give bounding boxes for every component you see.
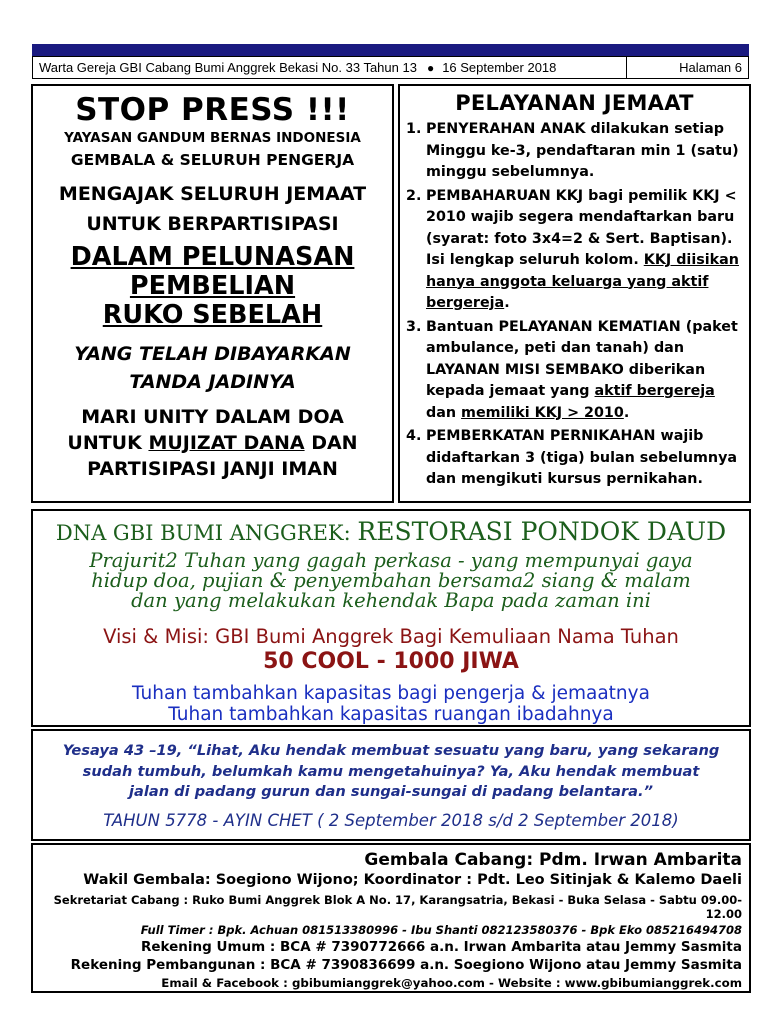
- item-text-underlined-2: memiliki KKJ > 2010: [461, 404, 624, 421]
- verse-line-2: sudah tumbuh, belumkah kamu mengetahuinya? Ya, Aku hendak membuat: [82, 762, 700, 780]
- paid-line-1: YANG TELAH DIBAYARKAN: [74, 343, 351, 365]
- scripture-verse: [33, 741, 749, 803]
- list-item: [406, 186, 741, 315]
- item-text: PENYERAHAN ANAK dilakukan setiap Minggu ke-3, pendaftaran min 1 (satu) minggu sebelumnya.: [426, 121, 739, 180]
- page-number: Halaman 6: [626, 57, 748, 78]
- verse-line-3: jalan di padang gurun dan sungai-sungai di padang belantara.”: [129, 783, 653, 800]
- item-number: 2.: [406, 187, 422, 204]
- fulltimer-contacts: Full Timer : Bpk. Achuan 081513380996 - Ibu Shanti 082123580376 - Bpk Eko 085216494708: [140, 923, 742, 937]
- vision-target: 50 COOL - 1000 JIWA: [263, 649, 519, 674]
- item-text-a: Bantuan PELAYANAN KEMATIAN (paket ambulance, peti dan tanah) dan LAYANAN MISI SEMBAKO diberikan kepada jemaat yang: [426, 318, 738, 399]
- newsletter-title: Warta Gereja GBI Cabang Bumi Anggrek Bekasi No. 33 Tahun 13: [39, 60, 417, 75]
- dna-theme: RESTORASI PONDOK DAUD: [357, 517, 727, 546]
- branch-pastor: Gembala Cabang: Pdm. Irwan Ambarita: [364, 850, 742, 870]
- vision-mission: Visi & Misi: GBI Bumi Anggrek Bagi Kemuliaan Nama Tuhan: [103, 625, 679, 648]
- stop-press-title: STOP PRESS !!!: [75, 92, 350, 128]
- header-separator: ●: [426, 60, 435, 75]
- pelayanan-list: [400, 115, 749, 491]
- list-item: [406, 317, 741, 425]
- item-text: PEMBERKATAN PERNIKAHAN wajib didaftarkan 3 (tiga) bulan sebelumnya dan mengikuti kursus pernikahan.: [426, 428, 738, 487]
- prayer-line-2: Tuhan tambahkan kapasitas ruangan ibadahnya: [168, 704, 614, 725]
- closing-2c: DAN: [304, 432, 358, 454]
- dna-heading: [33, 517, 749, 546]
- paid-line-2: TANDA JADINYA: [129, 371, 296, 393]
- item-text-mid: dan: [426, 404, 462, 421]
- closing-line-2: [33, 430, 392, 456]
- list-item: [406, 119, 741, 184]
- list-item: [406, 426, 741, 491]
- general-account: Rekening Umum : BCA # 7390772666 a.n. Irwan Ambarita atau Jemmy Sasmita: [140, 939, 742, 955]
- header-title-area: [33, 60, 626, 75]
- item-text-b: .: [504, 295, 510, 311]
- contact-info: Email & Facebook : gbibumianggrek@yahoo.com - Website : www.gbibumianggrek.com: [161, 976, 742, 990]
- prayer-line-1: Tuhan tambahkan kapasitas bagi pengerja & jemaatnya: [132, 683, 650, 704]
- purpose-line-2: PEMBELIAN: [129, 271, 296, 301]
- stop-press-org: YAYASAN GANDUM BERNAS INDONESIA: [64, 130, 361, 146]
- church-info-box: [31, 843, 751, 993]
- item-number: 1.: [406, 121, 422, 137]
- invite-line-2: UNTUK BERPARTISIPASI: [86, 213, 339, 235]
- item-number: 4.: [406, 428, 422, 444]
- secretariat-info: Sekretariat Cabang : Ruko Bumi Anggrek Blok A No. 17, Karangsatria, Bekasi - Buka Selasa - Sabtu 09.00- 12.00: [53, 893, 742, 921]
- invite-line-1: MENGAJAK SELURUH JEMAAT: [58, 183, 367, 205]
- dna-label: DNA GBI BUMI ANGGREK:: [55, 521, 358, 545]
- stop-press-leaders: GEMBALA & SELURUH PENGERJA: [70, 151, 355, 169]
- closing-line-3: PARTISIPASI JANJI IMAN: [87, 458, 338, 480]
- stop-press-box: [31, 84, 394, 503]
- newsletter-date: 16 September 2018: [442, 60, 557, 75]
- newsletter-header: [32, 56, 749, 79]
- purpose-line-1: DALAM PELUNASAN: [70, 242, 355, 272]
- scripture-box: [31, 729, 751, 841]
- dna-line-3: dan yang melakukan kehendak Bapa pada zaman ini: [131, 589, 651, 612]
- dna-description: [33, 551, 749, 611]
- verse-line-1: Yesaya 43 –19, “Lihat, Aku hendak membuat sesuatu yang baru, yang sekarang: [62, 742, 720, 759]
- closing-2a: UNTUK: [67, 432, 149, 454]
- header-accent-bar: [32, 44, 749, 56]
- closing-line-1: MARI UNITY DALAM DOA: [81, 406, 344, 428]
- pelayanan-title: PELAYANAN JEMAAT: [455, 91, 694, 115]
- deputy-coordinator: Wakil Gembala: Soegiono Wijono; Koordinator : Pdt. Leo Sitinjak & Kalemo Daeli: [83, 872, 742, 888]
- item-number: 3.: [406, 318, 422, 335]
- item-text: [426, 186, 741, 315]
- hebrew-year: TAHUN 5778 - AYIN CHET ( 2 September 2018 s/d 2 September 2018): [103, 810, 679, 830]
- prayer-points: [33, 683, 749, 725]
- stop-press-invite: [33, 179, 392, 239]
- item-text-underlined-1: aktif bergereja: [594, 383, 715, 399]
- stop-press-purpose: [33, 243, 392, 330]
- stop-press-closing: [33, 404, 392, 482]
- item-text-a: PEMBAHARUAN KKJ bagi pemilik KKJ < 2010 wajib segera mendaftarkan baru (syarat: foto 3x4=2 & Sert. Baptisan). Isi lengkap seluruh kolom.: [426, 187, 737, 268]
- dna-box: [31, 509, 751, 727]
- building-account: Rekening Pembangunan : BCA # 7390836699 a.n. Soegiono Wijono atau Jemmy Sasmita: [70, 957, 742, 973]
- closing-2b: MUJIZAT DANA: [148, 432, 305, 454]
- stop-press-paid: [33, 340, 392, 396]
- purpose-line-3: RUKO SEBELAH: [102, 300, 323, 330]
- dna-line-2: hidup doa, pujian & penyembahan bersama2 siang & malam: [91, 569, 691, 592]
- item-text-underlined: KKJ diisikan hanya anggota keluarga yang aktif bergereja: [426, 252, 739, 311]
- item-text-b: .: [623, 404, 630, 421]
- dna-line-1: Prajurit2 Tuhan yang gagah perkasa - yang mempunyai gaya: [89, 549, 693, 572]
- pelayanan-jemaat-box: [398, 84, 751, 503]
- item-text: [426, 317, 741, 425]
